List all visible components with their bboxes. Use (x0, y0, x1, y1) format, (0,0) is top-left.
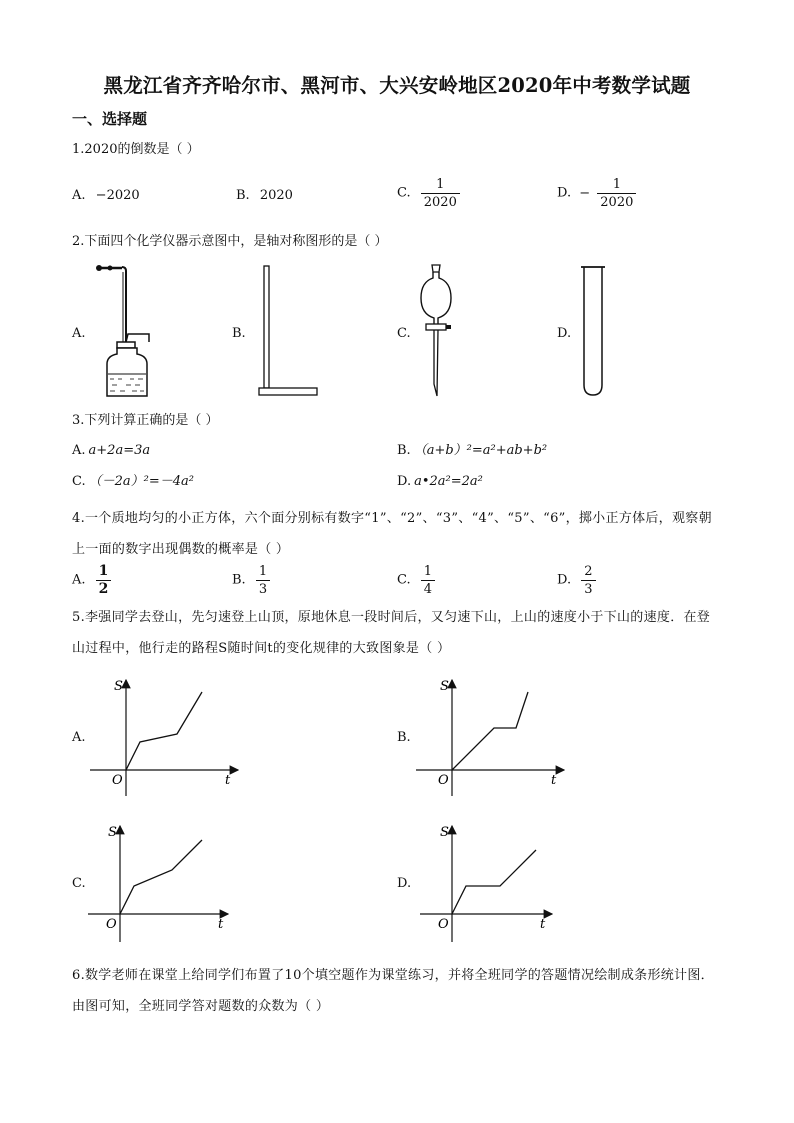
origin-label: O (438, 917, 449, 932)
q1-option-b[interactable] (236, 186, 293, 206)
q1-a-value: −2020 (95, 188, 140, 203)
q4-stem: 4.一个质地均匀的小正方体，六个面分别标有数字“1”、“2”、“3”、“4”、“5”、“6”，掷小正方体后，观察朝上一面的数字出现偶数的概率是（ ） (72, 511, 712, 557)
q2-stem: 2.下面四个化学仪器示意图中，是轴对称图形的是（ ） (72, 234, 388, 249)
q3-b-expression: （a+b）²=a²+ab+b² (413, 443, 548, 458)
bottle-stopper (117, 342, 135, 348)
fraction-numerator: 1 (436, 177, 445, 192)
funnel-right-wall (438, 272, 451, 324)
x-axis-label: t (551, 773, 557, 788)
q2-separatory-funnel-figure[interactable] (415, 262, 460, 400)
x-axis-label: t (225, 773, 231, 788)
fraction-numerator: 1 (423, 564, 433, 579)
fraction-numerator: 1 (98, 563, 109, 579)
q5-graph-b[interactable] (416, 672, 576, 804)
stand-rod (264, 266, 269, 388)
funnel-left-wall (421, 272, 434, 324)
q1-b-label: B. (236, 188, 250, 203)
y-axis-label: S (108, 825, 117, 840)
q1-option-d[interactable] (557, 176, 636, 211)
q4-c-fraction (421, 563, 435, 598)
q5-a-label: A. (72, 730, 86, 745)
q5-d-label: D. (397, 876, 412, 891)
fraction-denominator: 2020 (421, 193, 460, 211)
q2-a-label: A. (72, 326, 86, 341)
origin-label: O (438, 773, 449, 788)
q3-d-expression: a•2a²=2a² (414, 474, 483, 489)
stand-base (259, 388, 317, 395)
origin-label: O (106, 917, 117, 932)
q5-c-label: C. (72, 876, 86, 891)
graph-line (126, 692, 202, 770)
q1-a-label: A. (72, 188, 86, 203)
q3-b-label: B. (397, 443, 411, 458)
x-axis-label: t (540, 917, 546, 932)
fraction-denominator: 2020 (597, 193, 636, 211)
fraction-denominator: 4 (421, 580, 435, 598)
q4-option-b[interactable] (232, 563, 270, 598)
bottle-body (107, 348, 147, 396)
q4-a-label: A. (72, 572, 86, 588)
q2-test-tube-figure[interactable] (578, 262, 608, 400)
stopcock-handle (446, 325, 451, 329)
graph-line (452, 850, 536, 914)
q3-a-label: A. (72, 443, 86, 458)
q3-c-label: C. (72, 474, 86, 489)
q3-stem: 3.下列计算正确的是（ ） (72, 413, 219, 428)
q1-c-fraction (421, 176, 460, 211)
q5-graph-c[interactable] (88, 818, 248, 950)
origin-label: O (112, 773, 123, 788)
q1-d-sign: − (579, 185, 591, 201)
graph-line (452, 692, 528, 770)
q2-iron-stand-figure[interactable] (255, 262, 325, 400)
fraction-denominator: 3 (256, 580, 270, 598)
side-tube (126, 334, 149, 342)
q3-d-label: D. (397, 474, 412, 489)
funnel-stopper (432, 265, 440, 272)
q4-option-a[interactable] (72, 563, 111, 598)
q3-c-expression: （－2a）²=－4a² (88, 474, 194, 489)
q1-c-label: C. (397, 185, 411, 201)
q5-stem: 5.李强同学去登山，先匀速登上山顶，原地休息一段时间后，又匀速下山，上山的速度小于下山的速度．在登山过程中，他行走的路程S随时间t的变化规律的大致图象是（ ） (72, 610, 711, 656)
q4-d-label: D. (557, 572, 572, 588)
q1-d-fraction (597, 176, 636, 211)
q1-option-a[interactable] (72, 186, 140, 206)
graph-line (120, 840, 202, 914)
q2-d-label: D. (557, 326, 572, 341)
page-title: 黑龙江省齐齐哈尔市、黑河市、大兴安岭地区2020年中考数学试题 (103, 74, 691, 97)
test-tube-body (584, 267, 602, 395)
y-axis-label: S (440, 679, 449, 694)
q3-a-expression: a+2a=3a (88, 443, 151, 458)
q5-b-label: B. (397, 730, 411, 745)
q3-option-c[interactable] (72, 472, 194, 492)
q5-graph-a[interactable] (90, 672, 250, 804)
q3-option-b[interactable] (397, 441, 547, 461)
q2-gas-bottle-figure[interactable] (92, 262, 162, 400)
q1-option-c[interactable] (397, 176, 460, 211)
q2-b-label: B. (232, 326, 246, 341)
q4-a-fraction (96, 563, 112, 598)
q3-option-a[interactable] (72, 441, 150, 461)
q3-option-d[interactable] (397, 472, 483, 492)
q1-b-value: 2020 (259, 188, 293, 203)
q1-d-label: D. (557, 185, 572, 201)
y-axis-label: S (440, 825, 449, 840)
q4-b-label: B. (232, 572, 246, 588)
q4-b-fraction (256, 563, 270, 598)
q4-d-fraction (581, 563, 595, 598)
q1-stem: 1.2020的倒数是（ ） (72, 142, 200, 157)
q5-graph-d[interactable] (420, 818, 580, 950)
q4-c-label: C. (397, 572, 411, 588)
q6-stem: 6.数学老师在课堂上给同学们布置了10个填空题作为课堂练习，并将全班同学的答题情况绘制成条形统计图．由图可知，全班同学答对题数的众数为（ ） (72, 968, 714, 1014)
funnel-stem (434, 330, 438, 396)
q4-option-d[interactable] (557, 563, 596, 598)
fraction-denominator: 3 (581, 580, 595, 598)
fraction-numerator: 1 (258, 564, 268, 579)
x-axis-label: t (218, 917, 224, 932)
q4-option-c[interactable] (397, 563, 435, 598)
q2-c-label: C. (397, 326, 411, 341)
fraction-numerator: 1 (612, 177, 621, 192)
funnel-stopcock (426, 324, 446, 330)
section-heading: 一、选择题 (72, 110, 148, 128)
fraction-numerator: 2 (584, 564, 593, 579)
fraction-denominator: 2 (96, 580, 112, 598)
y-axis-label: S (114, 679, 123, 694)
